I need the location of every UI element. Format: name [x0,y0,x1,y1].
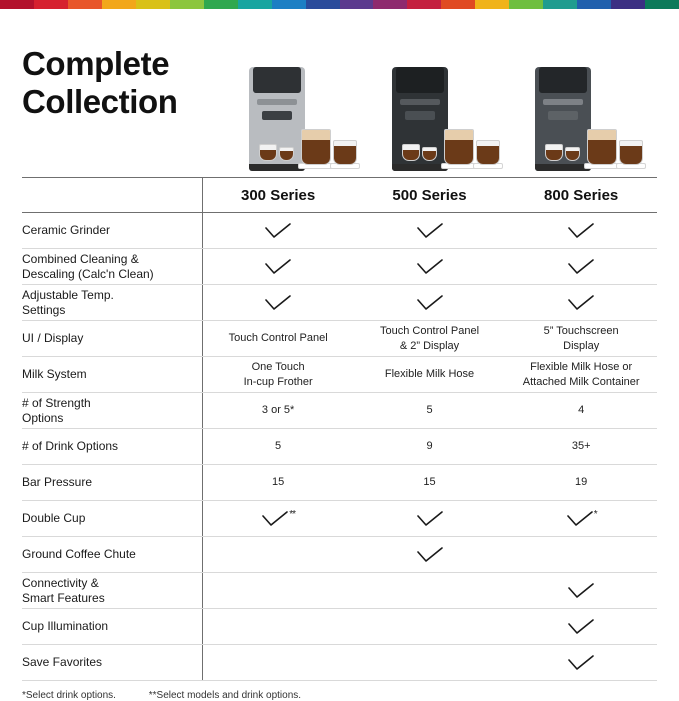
value-cell [202,645,354,681]
coffee-machine-icon [392,67,448,171]
feature-label [22,537,202,573]
feature-label-line: Double Cup [22,511,86,525]
checkmark-icon [265,295,291,311]
decorative-color-bar [0,0,679,9]
coffee-cups-icon [587,123,651,169]
value-text: 35+ [571,440,591,453]
feature-label-line: Ceramic Grinder [22,223,111,237]
feature-label-line: Milk System [22,367,87,381]
feature-label [22,393,202,429]
color-bar-segment [577,0,611,9]
value-cell [354,645,506,681]
checkmark-icon [568,259,594,275]
feature-label [22,573,202,609]
color-bar-segment [611,0,645,9]
checkmark-icon [262,511,288,527]
value-cell [505,285,657,321]
table-row [22,645,657,681]
table-row [22,321,657,357]
checkmark-icon [265,259,291,275]
checkmark-icon [568,223,594,239]
value-text: In-cup Frother [243,375,313,388]
feature-label [22,429,202,465]
table-row [22,573,657,609]
table-row [22,249,657,285]
color-bar-segment [0,0,34,9]
value-text: 9 [426,440,433,453]
coffee-machine-icon [249,67,305,171]
value-cell [505,429,657,465]
value-cell [202,357,354,393]
value-cell [354,393,506,429]
value-text: 5” Touchscreen [543,325,619,338]
feature-label [22,249,202,285]
feature-label-line: Settings [22,302,66,317]
feature-label-line: # of Strength [22,395,91,410]
value-cell [354,573,506,609]
column-header-500: 500 Series [354,178,506,213]
value-cell [354,285,506,321]
coffee-machine-icon [535,67,591,171]
color-bar-segment [170,0,204,9]
color-bar-segment [645,0,679,9]
footnotes [22,690,657,701]
value-text: Display [563,339,600,352]
footnote-two: **Select models and drink options. [148,690,302,701]
table-row [22,393,657,429]
value-text: 19 [575,476,588,489]
color-bar-segment [340,0,374,9]
value-cell [354,249,506,285]
value-text: Flexible Milk Hose or [530,361,633,374]
checkmark-icon [568,583,594,599]
value-cell [505,393,657,429]
color-bar-segment [136,0,170,9]
value-cell [202,573,354,609]
checkmark-icon [568,619,594,635]
table-row [22,609,657,645]
table-row [22,213,657,249]
color-bar-segment [441,0,475,9]
value-text: 5 [426,404,433,417]
feature-label-line: Cup Illumination [22,619,109,633]
value-text: Attached Milk Container [522,375,640,388]
value-cell [505,573,657,609]
page-title [22,45,252,120]
value-cell [505,465,657,501]
feature-label-line: UI / Display [22,331,84,345]
table-body [22,213,657,681]
value-cell [354,357,506,393]
value-cell [354,321,506,357]
product-image-300 [227,55,370,175]
color-bar-segment [407,0,441,9]
product-images [227,55,657,175]
value-cell [505,321,657,357]
feature-label [22,213,202,249]
value-text: 15 [271,476,285,489]
feature-label [22,645,202,681]
color-bar-segment [475,0,509,9]
color-bar-segment [34,0,68,9]
coffee-cups-icon [444,123,508,169]
color-bar-segment [306,0,340,9]
table-row [22,429,657,465]
color-bar-segment [509,0,543,9]
value-text: 5 [275,440,282,453]
checkmark-icon [417,295,443,311]
checkmark-icon [417,547,443,563]
color-bar-segment [373,0,407,9]
checkmark-icon [417,259,443,275]
value-text: & 2” Display [399,339,460,352]
feature-label-line: Bar Pressure [22,475,93,489]
product-image-800 [513,55,656,175]
header [22,9,657,177]
feature-label [22,357,202,393]
value-cell [202,537,354,573]
feature-label-line: Adjustable Temp. [22,287,114,302]
column-header-800: 800 Series [505,178,657,213]
value-cell [505,645,657,681]
header-blank-cell [22,178,202,213]
checkmark-icon [265,223,291,239]
footnote-marker: ** [289,508,296,520]
comparison-table [22,177,657,681]
table-row [22,465,657,501]
value-cell [354,465,506,501]
value-cell [354,213,506,249]
value-text: Touch Control Panel [379,325,480,338]
checkmark-icon [568,295,594,311]
feature-label [22,501,202,537]
feature-label-line: Options [22,410,64,425]
checkmark-icon [417,223,443,239]
value-cell [354,501,506,537]
feature-label-line: Smart Features [22,590,105,605]
table-row [22,357,657,393]
table-row [22,285,657,321]
value-cell [202,213,354,249]
coffee-cups-icon [301,123,365,169]
value-cell [202,429,354,465]
value-text: 15 [423,476,436,489]
table-header [22,178,657,213]
value-text: One Touch [251,361,305,374]
table-row [22,537,657,573]
value-cell [202,465,354,501]
color-bar-segment [68,0,102,9]
feature-label-line: Save Favorites [22,655,103,669]
value-cell [505,357,657,393]
value-cell [354,609,506,645]
page-title-line-2: Collection [22,82,178,120]
value-text: Touch Control Panel [228,332,328,345]
value-cell [202,501,354,537]
checkmark-icon [568,655,594,671]
value-cell [202,321,354,357]
value-cell [202,393,354,429]
value-cell [202,609,354,645]
feature-label-line: Ground Coffee Chute [22,547,136,561]
color-bar-segment [102,0,136,9]
value-cell [505,609,657,645]
column-header-300: 300 Series [202,178,354,213]
checkmark-icon [567,511,593,527]
color-bar-segment [238,0,272,9]
color-bar-segment [272,0,306,9]
feature-label [22,465,202,501]
feature-label-line: Descaling (Calc'n Clean) [22,266,154,281]
table-header-row [22,178,657,213]
value-text: Flexible Milk Hose [384,368,475,381]
table-row [22,501,657,537]
feature-label [22,321,202,357]
value-cell [354,429,506,465]
page-content [0,9,679,701]
feature-label [22,609,202,645]
product-image-500 [370,55,513,175]
color-bar-segment [204,0,238,9]
value-text: 4 [578,404,585,417]
feature-label [22,285,202,321]
value-cell [505,249,657,285]
feature-label-line: Combined Cleaning & [22,251,139,266]
value-cell [505,213,657,249]
value-cell [354,537,506,573]
value-cell [505,537,657,573]
feature-label-line: Connectivity & [22,575,99,590]
value-cell [202,285,354,321]
value-text: 3 or 5* [261,404,295,417]
checkmark-icon [417,511,443,527]
page-title-line-1: Complete [22,45,170,82]
footnote-marker: * [593,508,597,520]
value-cell [505,501,657,537]
footnote-one: *Select drink options. [22,690,116,701]
color-bar-segment [543,0,577,9]
feature-label-line: # of Drink Options [22,439,119,453]
value-cell [202,249,354,285]
